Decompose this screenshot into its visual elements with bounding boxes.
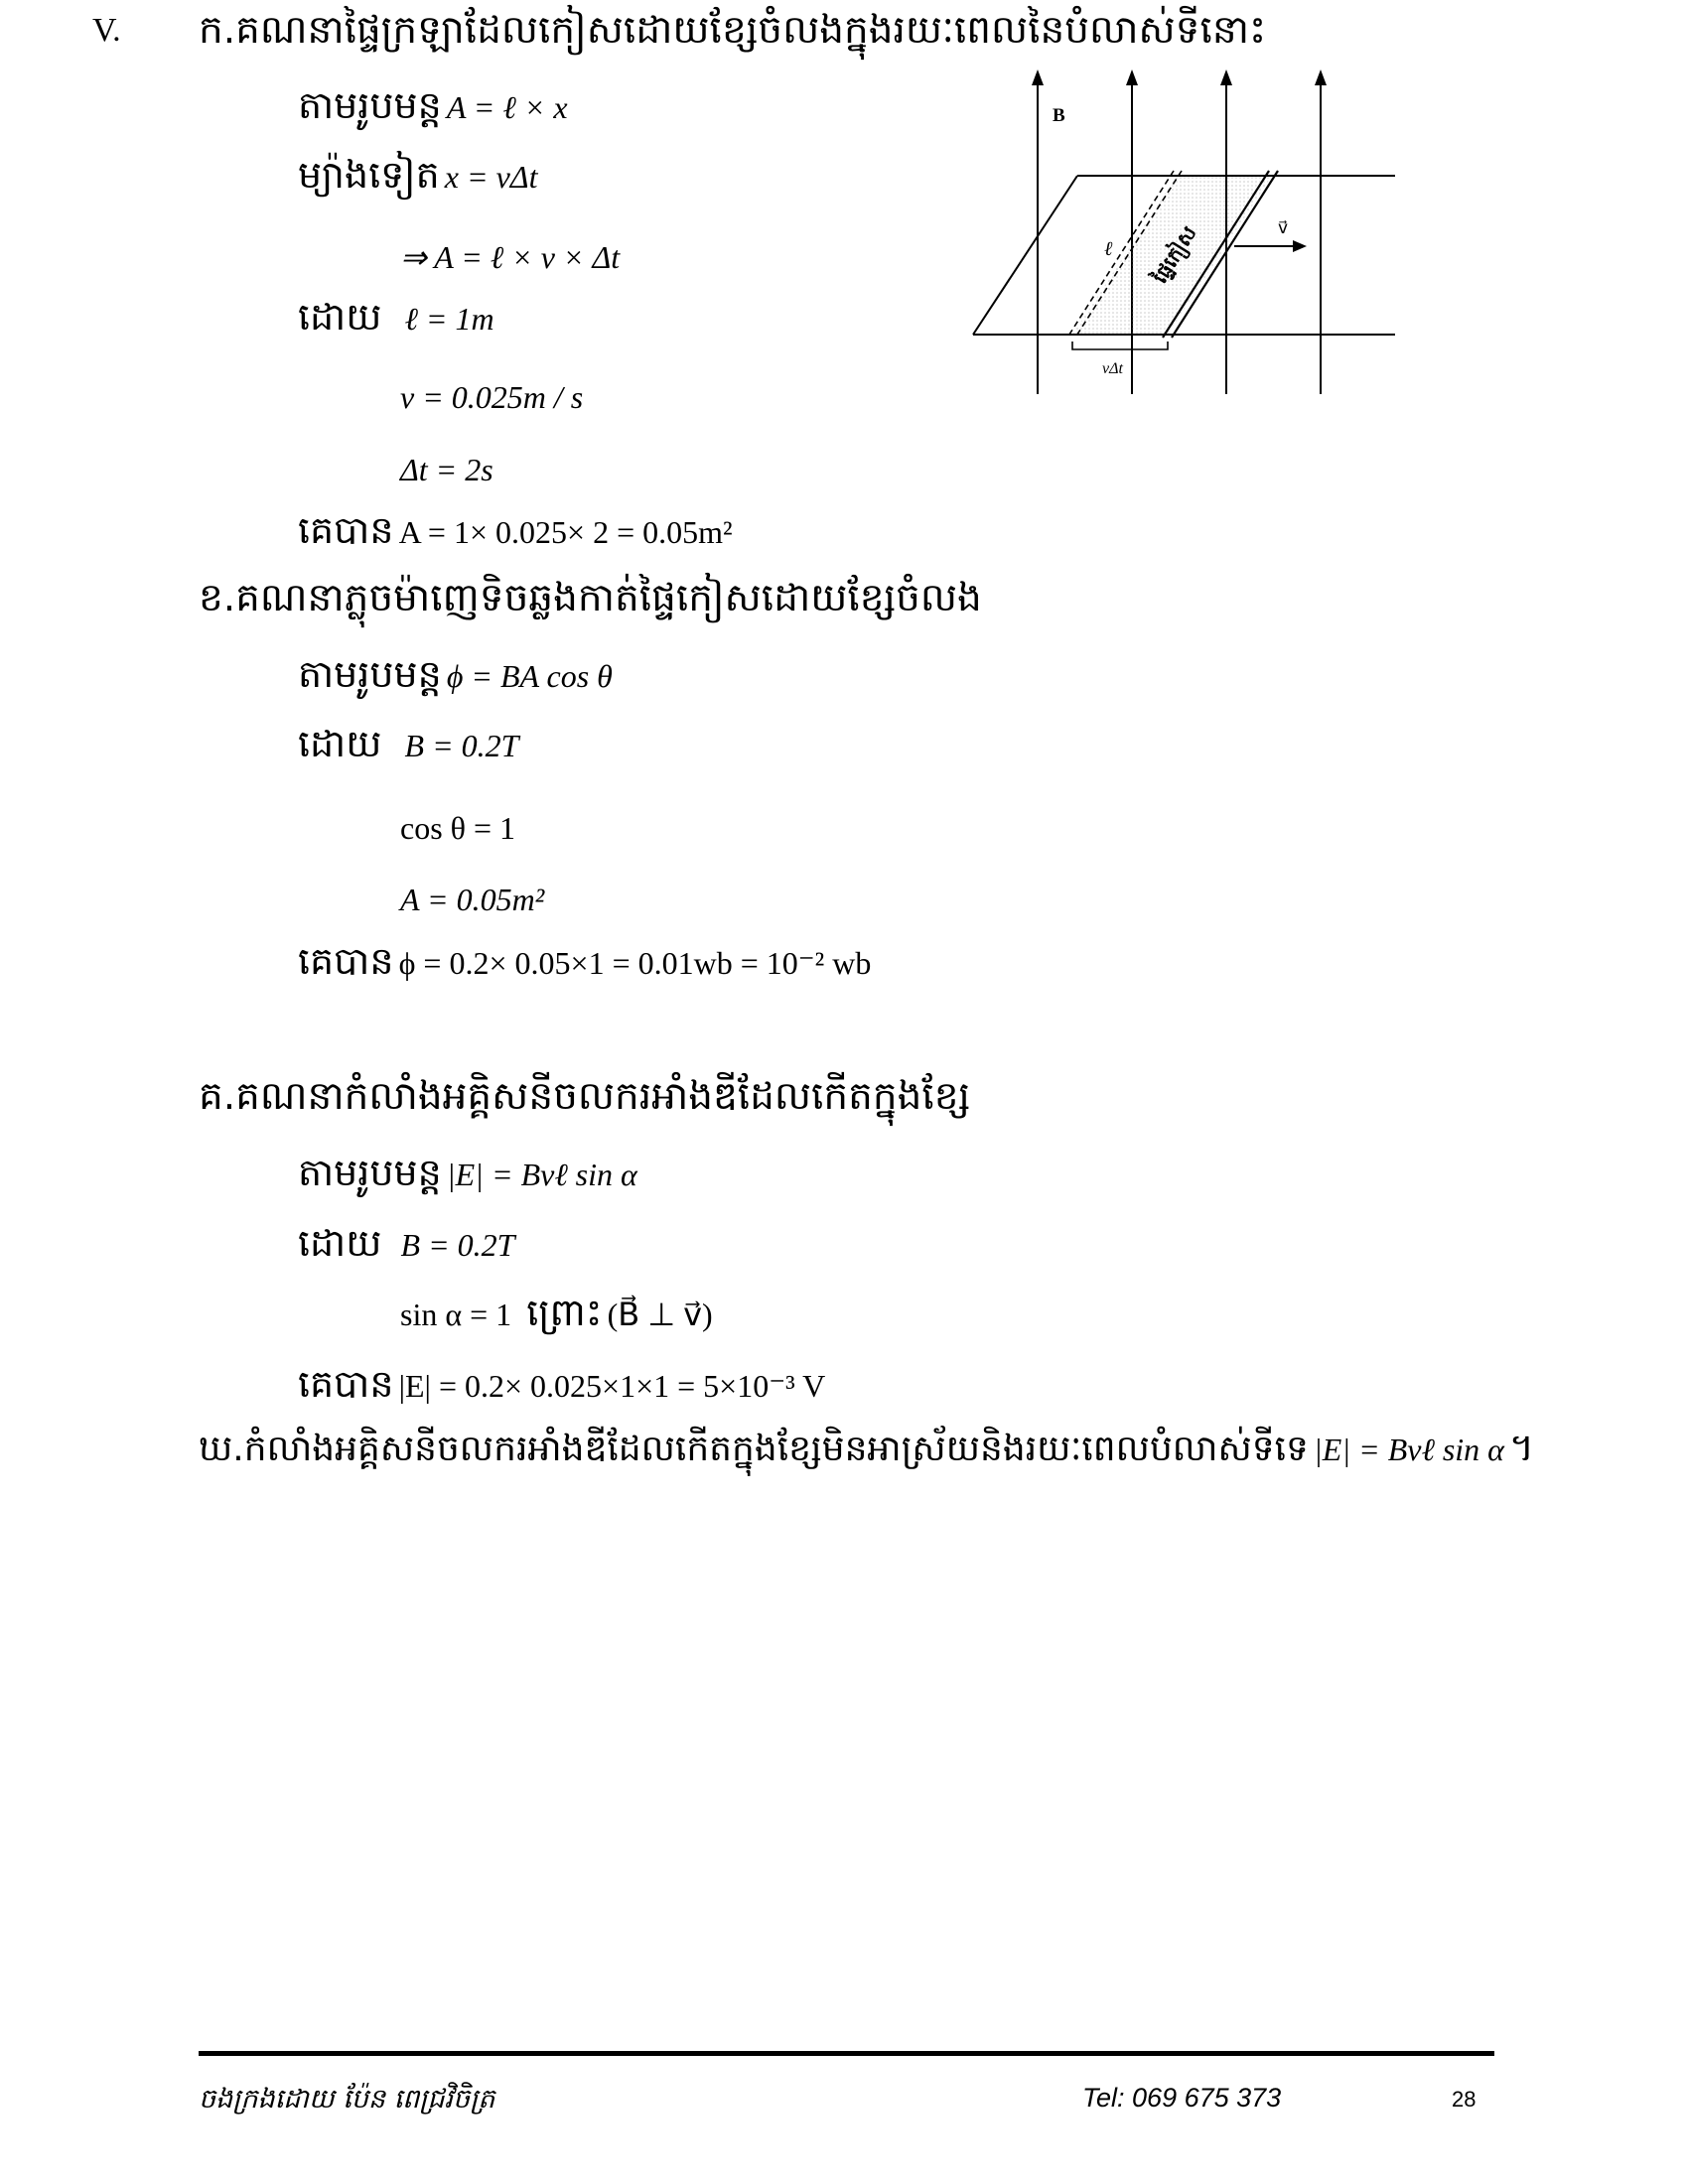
l-label: ℓ	[1104, 238, 1113, 260]
given-field: B = 0.2T	[400, 1227, 515, 1263]
section-number: V.	[92, 12, 121, 49]
given-area: A = 0.05m²	[400, 882, 545, 917]
because-label: ព្រោះ	[526, 1291, 603, 1334]
part-a-formula-line	[298, 81, 568, 137]
given-field: B = 0.2T	[404, 728, 519, 763]
derived-formula: ⇒ A = ℓ × v × Δt	[400, 239, 621, 275]
other-formula: x = vΔt	[444, 159, 538, 195]
part-b-heading: ខ.គណនាភ្លុចម៉ាញេទិចឆ្លងកាត់ផ្ទៃកៀសដោយខ្សែចំលង	[199, 576, 982, 620]
footer-tel: Tel: 069 675 373	[1082, 2083, 1282, 2113]
result: |E| = 0.2× 0.025×1×1 = 5×10⁻³ V	[398, 1368, 826, 1404]
part-c-sin-line	[400, 1289, 713, 1344]
result-label: គេបាន	[298, 939, 394, 983]
part-c-heading: គ.គណនាកំលាំងអគ្គិសនីចលករអាំងឌីដែលកើតក្នុងខ្សែ	[199, 1074, 971, 1119]
given-label: ដោយ	[298, 295, 382, 339]
footer-rule	[199, 2051, 1494, 2056]
given-sin: sin α = 1	[400, 1297, 512, 1332]
vdt-label: vΔt	[1102, 360, 1123, 377]
part-b-formula-line	[298, 650, 613, 706]
given-time: Δt = 2s	[400, 452, 493, 487]
part-d-formula: |E| = Bvℓ sin α	[1314, 1432, 1504, 1467]
part-b-result-line	[298, 937, 871, 993]
result: A = 1× 0.025× 2 = 0.05m²	[398, 514, 733, 550]
part-a-given-line	[298, 293, 494, 348]
result-label: គេបាន	[298, 1362, 394, 1406]
other-label: ម្យ៉ាងទៀត	[298, 153, 440, 197]
given-velocity: v = 0.025m / s	[400, 379, 584, 415]
vdt-bracket	[1072, 341, 1168, 349]
part-a-result-line	[298, 506, 733, 562]
formula: A = ℓ × x	[446, 89, 568, 125]
part-a-other-line	[298, 151, 537, 206]
moving-rod-diagram	[953, 62, 1410, 409]
part-c-formula-line	[298, 1149, 637, 1204]
given-length: ℓ = 1m	[404, 301, 494, 337]
formula-label: តាមរូបមន្ត	[298, 652, 442, 696]
result: ϕ = 0.2× 0.05×1 = 0.01wb = 10⁻² wb	[398, 945, 872, 981]
part-a-heading: ក.គណនាផ្ទៃក្រឡាដែលកៀសដោយខ្សែចំលងក្នុងរយៈពេលនៃបំលាស់ទីនោះ	[199, 8, 1267, 53]
given-label: ដោយ	[298, 1221, 382, 1265]
formula-label: តាមរូបមន្ត	[298, 1151, 442, 1194]
part-b-given-line	[298, 720, 518, 775]
v-label: v⃗	[1278, 218, 1289, 237]
swept-area-label: ផ្ទៃកៀស	[1147, 221, 1201, 288]
formula-label: តាមរូបមន្ត	[298, 83, 442, 127]
velocity-arrowhead	[1293, 240, 1307, 252]
formula: ϕ = BA cos θ	[446, 658, 613, 694]
given-label: ដោយ	[298, 722, 382, 765]
part-c-result-line	[298, 1360, 825, 1416]
end-mark: ។	[1509, 1426, 1535, 1469]
part-c-given-line	[298, 1219, 514, 1275]
because-formula: (B⃗ ⊥ v⃗)	[607, 1297, 713, 1332]
field-arrowheads	[1032, 69, 1327, 85]
given-cos: cos θ = 1	[400, 810, 516, 846]
page-number: 28	[1452, 2087, 1477, 2112]
part-d-line	[199, 1424, 1534, 1479]
result-label: គេបាន	[298, 508, 394, 552]
part-d-statement: ឃ.កំលាំងអគ្គិសនីចលករអាំងឌីដែលកើតក្នុងខ្សែមិនអាស្រ័យនិងរយៈពេលបំលាស់ទីទេ	[199, 1429, 1309, 1469]
formula: |E| = Bvℓ sin α	[446, 1157, 637, 1192]
b-label: B⃗	[1053, 105, 1080, 126]
footer-author: ចងក្រងដោយ ប៉ែន ពេជ្រវិចិត្រ	[199, 2084, 495, 2115]
